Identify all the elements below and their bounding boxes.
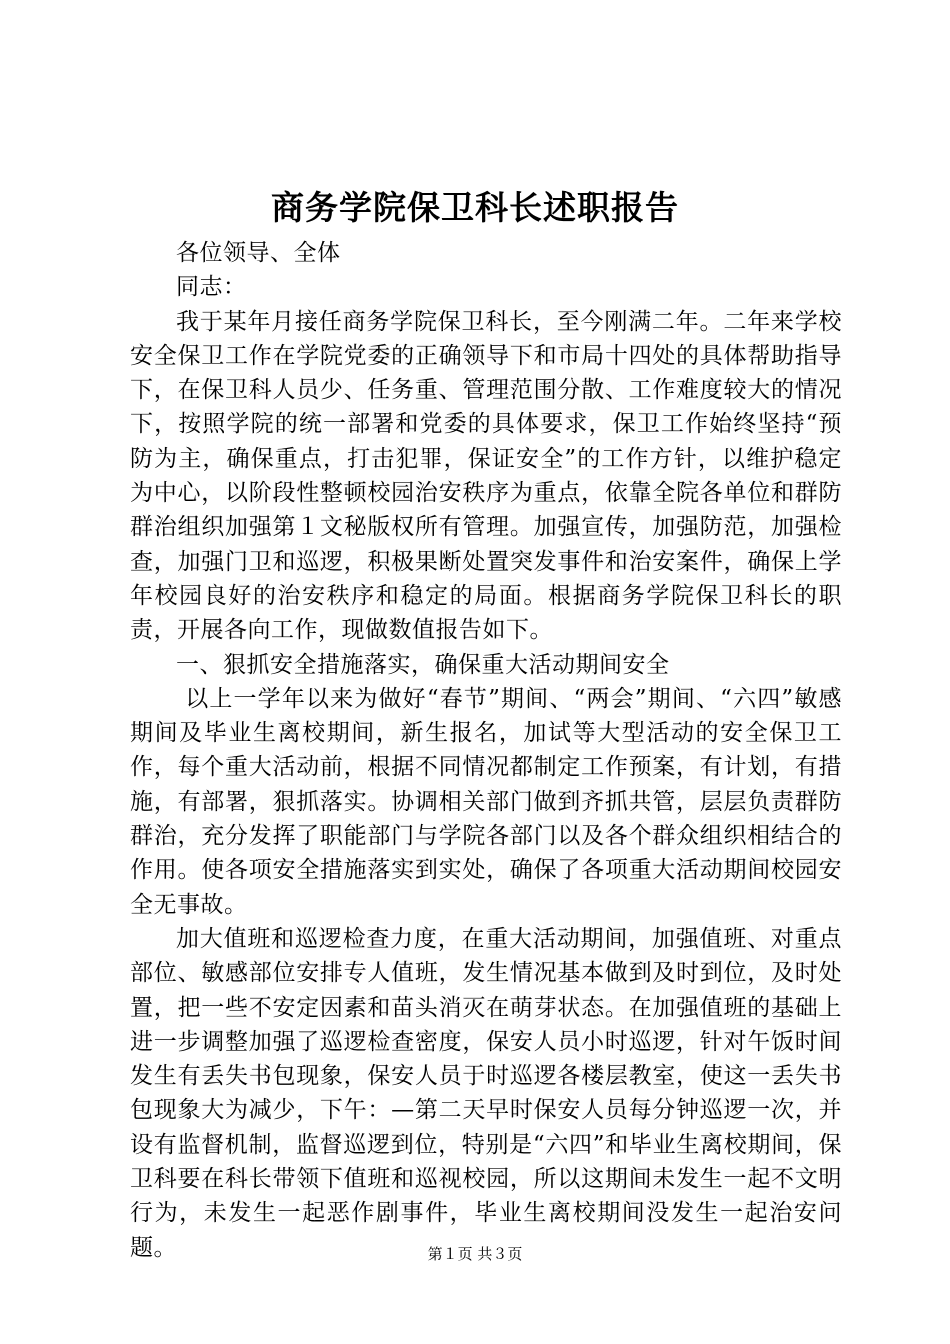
page-indicator: 第１页 共３页 [427, 1245, 523, 1263]
document-body [130, 236, 842, 1265]
salutation-line: 各位领导、全体 [176, 240, 341, 266]
body-paragraph: 我于某年月接任商务学院保卫科长，至今刚满二年。二年来学校安全保卫工作在学院党委的正确领导下和市局十四处的具体帮助指导下，在保卫科人员少、任务重、管理范围分散、工作难度较大的情况下，按照学院的统一部署和党委的具体要求，保卫工作始终坚持“预防为主，确保重点，打击犯罪，保证安全”的工作方针，以维护稳定为中心，以阶段性整顿校园治安秩序为重点，依靠全院各单位和群防群治组织加强第１文秘版权所有管理。加强宣传，加强防范，加强检查，加强门卫和巡逻，积极果断处置突发事件和治安案件，确保上学年校园良好的治安秩序和稳定的局面。根据商务学院保卫科长的职责，开展各向工作，现做数值报告如下。 [130, 308, 842, 644]
section-heading: 一、狠抓安全措施落实，确保重大活动期间安全 [176, 651, 670, 678]
salutation-line: 同志： [176, 274, 247, 301]
document-title: 商务学院保卫科长述职报告 [271, 188, 679, 227]
body-paragraph: 以上一学年以来为做好“春节”期间、“两会”期间、“六四”敏感期间及毕业生离校期间，新生报名，加试等大型活动的安全保卫工作，每个重大活动前，根据不同情况都制定工作预案，有计划，有措施，有部署，狠抓落实。协调相关部门做到齐抓共管，层层负责群防群治，充分发挥了职能部门与学院各部门以及各个群众组织相结合的作用。使各项安全措施落实到实处，确保了各项重大活动期间校园安全无事故。 [130, 685, 842, 918]
body-paragraph: 加大值班和巡逻检查力度，在重大活动期间，加强值班、对重点部位、敏感部位安排专人值班，发生情况基本做到及时到位，及时处置，把一些不安定因素和苗头消灭在萌芽状态。在加强值班的基础上进一步调整加强了巡逻检查密度，保安人员小时巡逻，针对午饭时间发生有丢失书包现象，保安人员于时巡逻各楼层教室，使这一丢失书包现象大为减少，下午：—第二天早时保安人员每分钟巡逻一次，并设有监督机制，监督巡逻到位，特别是“六四”和毕业生离校期间，保卫科要在科长带领下值班和巡视校园，所以这期间未发生一起不文明行为，未发生一起恶作剧事件，毕业生离校期间没发生一起治安问题。 [130, 925, 842, 1261]
